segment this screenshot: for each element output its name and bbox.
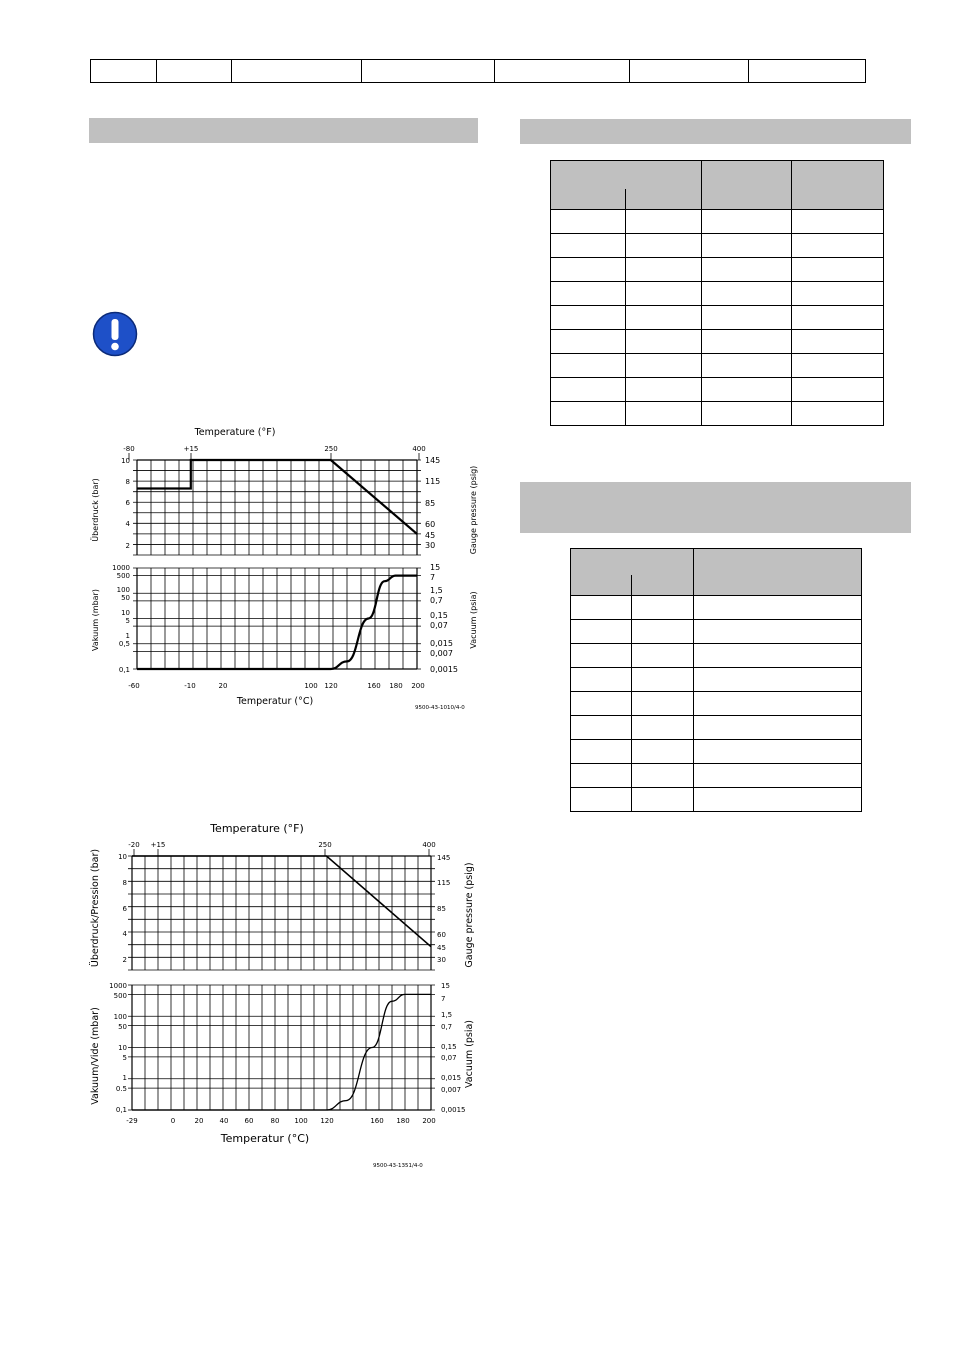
table-cell [631,596,693,620]
table-header-cell [551,161,702,189]
vacuum-right-tick: 1,5 [441,1011,453,1019]
bottom-tick-label: 200 [411,682,425,690]
table-cell [571,668,632,692]
vacuum-left-tick: 50 [121,594,130,602]
bottom-tick-label: 0 [170,1117,176,1125]
table-cell [701,282,792,306]
header-cell [630,60,749,82]
top-tick-label: 250 [318,841,332,849]
bottom-tick-label: 180 [389,682,403,690]
top-tick-label: +15 [183,445,199,453]
pressure-right-tick: 115 [437,879,451,887]
vacuum-left-tick: 5 [122,1054,127,1062]
table-row [571,668,862,692]
vacuum-left-tick: 100 [116,586,130,594]
table-cell [571,740,632,764]
table-cell [631,644,693,668]
table-cell [625,210,701,234]
table-cell [701,330,792,354]
bottom-tick-label: -10 [184,682,196,690]
table-cell [701,402,792,426]
table-cell [693,692,861,716]
second-right-section-header [520,482,911,533]
vacuum-right-tick: 0,015 [441,1074,462,1082]
vacuum-left-tick: 0,1 [115,1106,127,1114]
pressure-right-tick: 145 [437,854,451,862]
table-row [571,620,862,644]
vacuum-right-tick: 0,7 [441,1023,453,1031]
table-row [551,210,884,234]
table-cell [693,764,861,788]
vacuum-right-axis-label: Vacuum (psia) [469,591,478,649]
pressure-right-axis-label: Gauge pressure (psig) [464,862,475,968]
table-header-cell [571,549,694,575]
top-tick-label: 250 [324,445,338,453]
table-cell [625,402,701,426]
table-cell [792,210,884,234]
bottom-tick-label: 20 [218,682,228,690]
table-cell [701,210,792,234]
vacuum-right-tick: 1,5 [430,586,443,595]
table-row [551,330,884,354]
vacuum-right-tick: 0,007 [430,649,453,658]
table-cell [631,620,693,644]
table-cell [792,378,884,402]
table-cell [693,620,861,644]
table-cell [631,716,693,740]
vacuum-left-axis-label: Vakuum/Vide (mbar) [90,1007,101,1105]
vacuum-table [570,548,862,812]
table-header-cell [551,189,626,210]
top-tick-label: 400 [422,841,436,849]
table-cell [551,378,626,402]
bottom-tick-label: 20 [194,1117,204,1125]
table-row [551,378,884,402]
table-cell [625,378,701,402]
table-cell [571,620,632,644]
table-cell [693,788,861,812]
table-cell [693,668,861,692]
bottom-tick-label: 40 [219,1117,229,1125]
bottom-axis-title: Temperatur (°C) [220,1132,310,1145]
table-cell [625,330,701,354]
table-header-cell [693,549,861,596]
vacuum-right-tick: 15 [441,982,450,990]
table-cell [693,716,861,740]
table-row [571,716,862,740]
pressure-left-tick: 8 [122,879,127,887]
vacuum-right-tick: 0,07 [441,1054,457,1062]
table-row [551,282,884,306]
pressure-right-tick: 145 [425,456,441,465]
table-cell [792,402,884,426]
vacuum-right-tick: 0,07 [430,621,448,630]
table-cell [551,258,626,282]
vacuum-right-tick: 0,0015 [430,665,458,674]
table-cell [571,764,632,788]
vacuum-right-tick: 0,0015 [441,1106,466,1114]
table-cell [792,234,884,258]
bottom-tick-label: 160 [367,682,381,690]
vacuum-left-tick: 10 [118,1044,127,1052]
table-cell [625,354,701,378]
top-tick-label: 400 [412,445,426,453]
pressure-left-tick: 10 [118,853,127,861]
table-cell [571,692,632,716]
header-cell [232,60,362,82]
table-cell [631,764,693,788]
header-cell [157,60,232,82]
table-cell [571,596,632,620]
table-row [551,234,884,258]
vacuum-left-tick: 10 [121,609,130,617]
top-axis-title: Temperature (°F) [210,822,304,835]
pressure-right-tick: 60 [425,520,436,529]
table-cell [551,402,626,426]
table-cell [701,378,792,402]
bottom-tick-label: 120 [324,682,338,690]
table-row [571,692,862,716]
right-section-header [520,119,911,144]
vacuum-right-tick: 15 [430,563,441,572]
table-row [551,306,884,330]
chart-grid [128,849,435,1110]
bottom-tick-label: -29 [126,1117,138,1125]
table-cell [693,740,861,764]
table-cell [701,234,792,258]
pressure-right-tick: 45 [437,944,446,952]
bottom-tick-label: 100 [294,1117,308,1125]
table-cell [551,354,626,378]
table-cell [792,258,884,282]
vacuum-left-tick: 0.5 [115,1085,127,1093]
vacuum-left-tick: 5 [125,617,130,625]
table-cell [625,234,701,258]
exclamation-circle-icon [92,311,138,357]
table-cell [551,210,626,234]
table-header-cell [571,575,632,596]
header-cell [91,60,157,82]
pressure-left-tick: 2 [122,956,127,964]
bottom-tick-label: 160 [370,1117,384,1125]
bottom-tick-label: 80 [270,1117,280,1125]
table-cell [792,330,884,354]
vacuum-right-tick: 0,015 [430,639,453,648]
table-row [551,402,884,426]
table-cell [701,354,792,378]
table-cell [571,644,632,668]
bottom-tick-label: 100 [304,682,318,690]
vacuum-left-tick: 50 [118,1023,127,1031]
table-cell [551,282,626,306]
pressure-right-tick: 45 [425,531,436,540]
table-header-cell [792,161,884,210]
header-cell [749,60,865,82]
vacuum-left-tick: 100 [113,1013,127,1021]
top-axis-title: Temperature (°F) [194,427,276,438]
table-cell [701,258,792,282]
pressure-left-tick: 4 [125,520,130,528]
table-row [571,788,862,812]
table-cell [792,354,884,378]
table-row [571,764,862,788]
pressure-left-tick: 2 [125,542,130,550]
vacuum-left-tick: 500 [116,572,130,580]
pressure-right-tick: 30 [437,956,446,964]
vacuum-right-tick: 0,007 [441,1086,462,1094]
bottom-tick-label: 120 [320,1117,334,1125]
header-cell [495,60,630,82]
table-row [571,596,862,620]
figure-code: 9500-43-1351/4-0 [373,1163,423,1169]
header-table [90,59,866,83]
vacuum-limit-curve [132,994,431,1110]
vacuum-right-tick: 0,7 [430,596,443,605]
pressure-vacuum-chart-2 [85,818,485,1173]
vacuum-left-tick: 0,5 [118,640,130,648]
table-cell [631,692,693,716]
pressure-right-tick: 60 [437,931,446,939]
top-tick-label: +15 [150,841,166,849]
pressure-right-tick: 85 [437,905,446,913]
vacuum-left-tick: 0,1 [118,666,130,674]
bottom-tick-label: 60 [244,1117,254,1125]
table-cell [792,282,884,306]
table-cell [551,306,626,330]
table-cell [551,234,626,258]
header-cell [362,60,495,82]
bottom-tick-label: 180 [396,1117,410,1125]
left-section-header [89,118,478,143]
table-cell [625,306,701,330]
pressure-table [550,160,884,426]
vacuum-right-tick: 0,15 [441,1043,457,1051]
vacuum-left-tick: 1 [125,632,130,640]
pressure-right-tick: 115 [425,477,441,486]
pressure-right-axis-label: Gauge pressure (psig) [469,465,478,555]
top-tick-label: -20 [128,841,140,849]
table-cell [631,668,693,692]
chart-grid [129,453,421,669]
table-cell [693,644,861,668]
figure-code: 9500-43-1010/4-0 [415,705,465,711]
vacuum-right-tick: 7 [430,573,436,582]
table-row [571,644,862,668]
vacuum-left-tick: 1000 [112,564,130,572]
vacuum-right-axis-label: Vacuum (psia) [464,1020,475,1088]
table-cell [792,306,884,330]
table-header-cell [631,575,693,596]
table-cell [625,282,701,306]
table-header-cell [625,189,701,210]
table-cell [631,740,693,764]
vacuum-right-tick: 0,15 [430,611,448,620]
pressure-left-tick: 8 [125,478,130,486]
table-cell [571,716,632,740]
vacuum-left-tick: 500 [113,992,127,1000]
table-cell [631,788,693,812]
pressure-left-tick: 6 [125,499,130,507]
pressure-vacuum-chart-1 [85,420,485,715]
table-cell [571,788,632,812]
vacuum-left-tick: 1000 [109,982,127,990]
pressure-right-tick: 30 [425,541,436,550]
vacuum-left-axis-label: Vakuum (mbar) [91,589,100,651]
bottom-axis-title: Temperatur (°C) [236,696,314,707]
table-cell [693,596,861,620]
pressure-left-tick: 6 [122,905,127,913]
table-cell [551,330,626,354]
top-tick-label: -80 [123,445,135,453]
table-cell [701,306,792,330]
table-row [571,740,862,764]
pressure-left-tick: 10 [121,457,130,465]
table-header-cell [701,161,792,210]
pressure-left-axis-label: Überdruck (bar) [91,478,100,542]
vacuum-left-tick: 1 [122,1074,127,1082]
vacuum-right-tick: 7 [441,995,446,1003]
table-cell [625,258,701,282]
pressure-left-axis-label: Überdruck/Pression (bar) [90,848,101,968]
bottom-tick-label: -60 [128,682,140,690]
table-row [551,354,884,378]
pressure-limit-curve [132,856,431,947]
table-row [551,258,884,282]
pressure-right-tick: 85 [425,499,436,508]
pressure-left-tick: 4 [122,930,127,938]
bottom-tick-label: 200 [422,1117,436,1125]
